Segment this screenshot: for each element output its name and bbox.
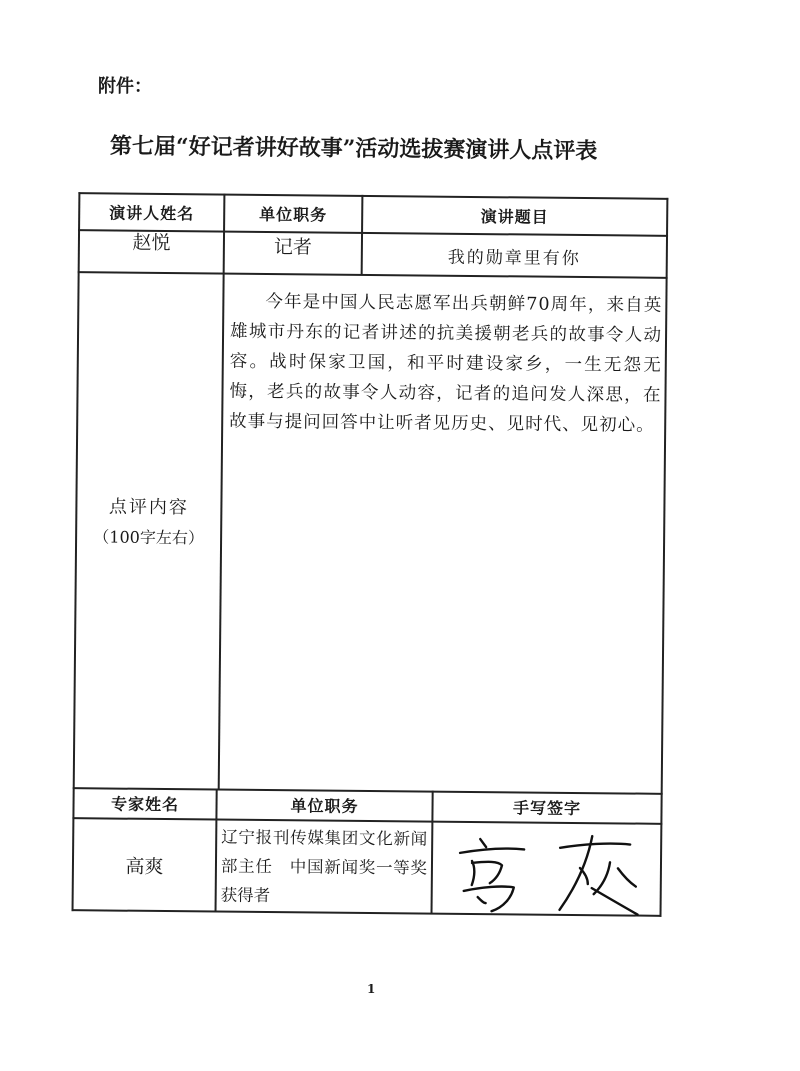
comment-text: 今年是中国人民志愿军出兵朝鲜70周年，来自英雄城市丹东的记者讲述的抗美援朝老兵的故事令人动容。战时保家卫国，和平时建设家乡，一生无怨无悔，老兵的故事令人动容，记者的追问发人深思，在故事与提问回答中让听者见历史、见时代、见初心。 bbox=[229, 291, 663, 436]
expert-position-header: 单位职务 bbox=[290, 796, 359, 816]
expert-position: 辽宁报刊传媒集团文化新闻部主任 中国新闻奖一等奖获得者 bbox=[220, 827, 428, 906]
page-number: 1 bbox=[367, 982, 376, 996]
attachment-label: 附件： bbox=[98, 76, 152, 97]
speech-topic-header: 演讲题目 bbox=[480, 207, 549, 227]
handwritten-signature bbox=[441, 827, 652, 919]
expert-name-header: 专家姓名 bbox=[110, 794, 180, 815]
expert-name: 高爽 bbox=[125, 855, 164, 878]
speaker-name-header: 演讲人姓名 bbox=[109, 203, 195, 224]
comment-label bbox=[77, 487, 221, 558]
speaker-position-header: 单位职务 bbox=[259, 204, 328, 225]
form-title: 第七届“好记者讲好故事”活动选拔赛演讲人点评表 bbox=[109, 133, 598, 165]
speech-topic: 我的勋章里有你 bbox=[447, 247, 581, 269]
comment-label-text: 点评内容 bbox=[108, 496, 189, 519]
signature-header: 手写签字 bbox=[512, 798, 582, 819]
speaker-position: 记者 bbox=[273, 235, 313, 258]
comment-length-note: （100字左右） bbox=[93, 527, 204, 548]
speaker-name: 赵悦 bbox=[132, 231, 171, 254]
